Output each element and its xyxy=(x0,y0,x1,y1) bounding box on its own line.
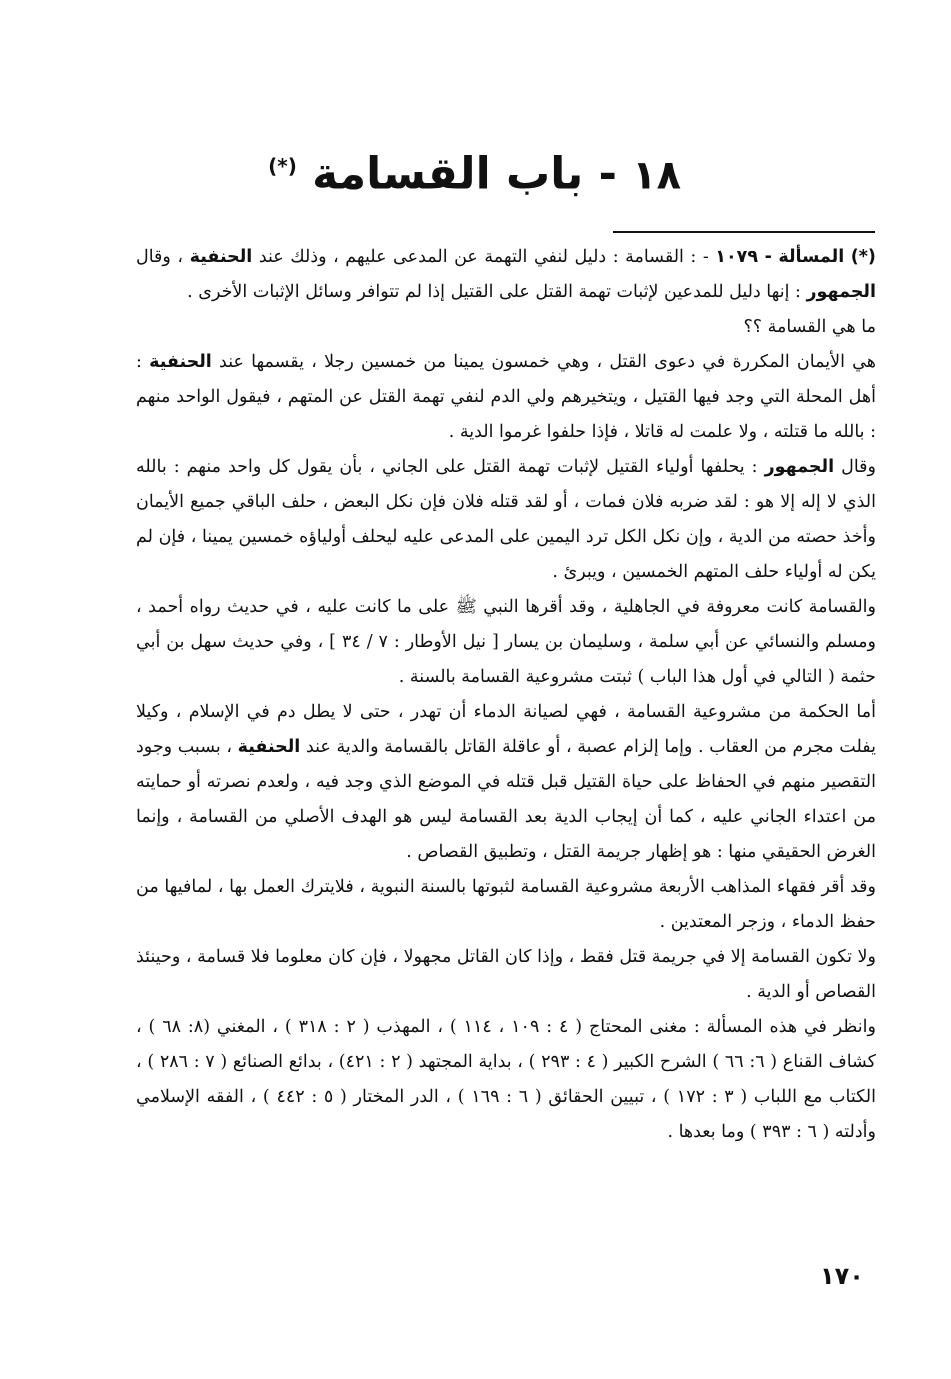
school-hanafi: الحنفية xyxy=(149,352,212,372)
paragraph-conditions: ولا تكون القسامة إلا في جريمة قتل فقط ، وإذا كان القاتل مجهولا ، فإن كان معلوما فلا قسامة ، وحينئذ القصاص أو الدية . xyxy=(136,947,876,1002)
page-number: ١٧٠ xyxy=(820,1262,864,1290)
paragraph-schools: وقد أقر فقهاء المذاهب الأربعة مشروعية القسامة لثبوتها بالسنة النبوية ، فلايترك العمل بها ، لمافيها من حفظ الدماء ، وزجر المعتدين . xyxy=(136,877,876,932)
chapter-title xyxy=(261,138,681,204)
paragraph-jumhur-view: وقال الجمهور : يحلفها أولياء القتيل لإثبات تهمة القتل على الجاني ، بأن يقول كل واحد منهم : بالله الذي لا إله إلا هو : لقد ضربه فلان فمات ، أو لقد قتله فلان فإن نكل البعض ، حلف الباقي جميع الأيمان وأخذ حصته من الدية ، وإن نكل الكل ترد اليمين على المدعى عليه ليحلف أولياؤه خمسين يمينا ، فإن لم يكن له أولياء حلف المتهم الخمسين ، ويبرئ . xyxy=(136,457,876,582)
footnote-intro: (*) المسألة - ١٠٧٩ - : القسامة : دليل لنفي التهمة عن المدعى عليهم ، وذلك عند الحنفية ، وقال الجمهور : إنها دليل للمدعين لإثبات تهمة القتل على القتيل إذا لم تتوافر وسائل الإثبات الأخرى . xyxy=(136,247,876,302)
footnote-body xyxy=(136,240,876,1150)
chapter-title-text: باب القسامة xyxy=(312,148,584,200)
school-hanafi: الحنفية xyxy=(189,247,253,267)
paragraph-references: وانظر في هذه المسألة : مغنى المحتاج ( ٤ : ١٠٩ ، ١١٤ ) ، المهذب ( ٢ : ٣١٨ ) ، المغني (٨: ٦٨ ) ، كشاف القناع ( ٦: ٦٦ ) الشرح الكبير ( ٤ : ٢٩٣ ) ، بداية المجتهد ( ٢ : ٤٢١) ، بدائع الصنائع ( ٧ : ٢٨٦ ) ، الكتاب مع اللباب ( ٣ : ١٧٢ ) ، تبيين الحقائق ( ٦ : ١٦٩ ) ، الدر المختار ( ٥ : ٤٤٢ ) ، الفقه الإسلامي وأدلته ( ٦ : ٣٩٣ ) وما بعدها . xyxy=(136,1017,876,1142)
school-jumhur: الجمهور xyxy=(806,282,876,302)
paragraph-history: والقسامة كانت معروفة في الجاهلية ، وقد أقرها النبي ﷺ على ما كانت عليه ، في حديث رواه أحمد ، ومسلم والنسائي عن أبي سلمة ، وسليمان بن يسار [ نيل الأوطار : ٧ / ٣٤ ] ، وفي حديث سهل بن أبي حثمة ( التالي في أول هذا الباب ) ثبتت مشروعية القسامة بالسنة . xyxy=(136,597,876,687)
school-jumhur: الجمهور xyxy=(764,457,835,477)
footnote-line2-prefix: وقال xyxy=(136,247,171,267)
footnote-marker: (*) xyxy=(850,247,876,267)
school-hanafi: الحنفية xyxy=(237,737,301,757)
footnote-line2-text: : إنها دليل للمدعين لإثبات تهمة القتل على القتيل إذا لم تتوافر وسائل الإثبات الأخرى . xyxy=(187,282,801,302)
definition-question: ما هي القسامة ؟؟ xyxy=(743,317,876,337)
issue-label: المسألة xyxy=(778,247,845,267)
footnote-reference: (*) xyxy=(268,154,297,178)
footnote-intro-text: - : القسامة : دليل لنفي التهمة عن المدعى عليهم ، وذلك عند xyxy=(258,247,709,267)
paragraph-wisdom: أما الحكمة من مشروعية القسامة ، فهي لصيانة الدماء أن تهدر ، حتى لا يطل دم في الإسلام ، وكيلا يفلت مجرم من العقاب . وإما إلزام عصبة ، أو عاقلة القاتل بالقسامة والدية عند الحنفية ، بسبب وجود التقصير منهم في الحفاظ على حياة القتيل قبل قتله في الموضع الذي وجد فيه ، ولعدم نصرته أو حمايته من اعتداء الجاني عليه ، كما أن إيجاب الدية بعد القسامة ليس هو الهدف الأصلي من القسامة ، وإنما الغرض الحقيقي منها : هو إظهار جريمة القتل ، وتطبيق القصاص . xyxy=(136,702,876,862)
issue-number: ١٠٧٩ xyxy=(715,247,759,267)
chapter-number: ١٨ xyxy=(632,152,681,199)
footnote-divider xyxy=(613,231,875,233)
chapter-separator: - xyxy=(598,148,617,200)
paragraph-definition: هي الأيمان المكررة في دعوى القتل ، وهي خمسون يمينا من خمسين رجلا ، يقسمها عند الحنفية : أهل المحلة التي وجد فيها القتيل ، ويتخيرهم ولي الدم لنفي تهمة القتل عن المتهم ، فيقول الواحد منهم : بالله ما قتلته ، ولا علمت له قاتلا ، فإذا حلفوا غرموا الدية . xyxy=(136,352,876,442)
